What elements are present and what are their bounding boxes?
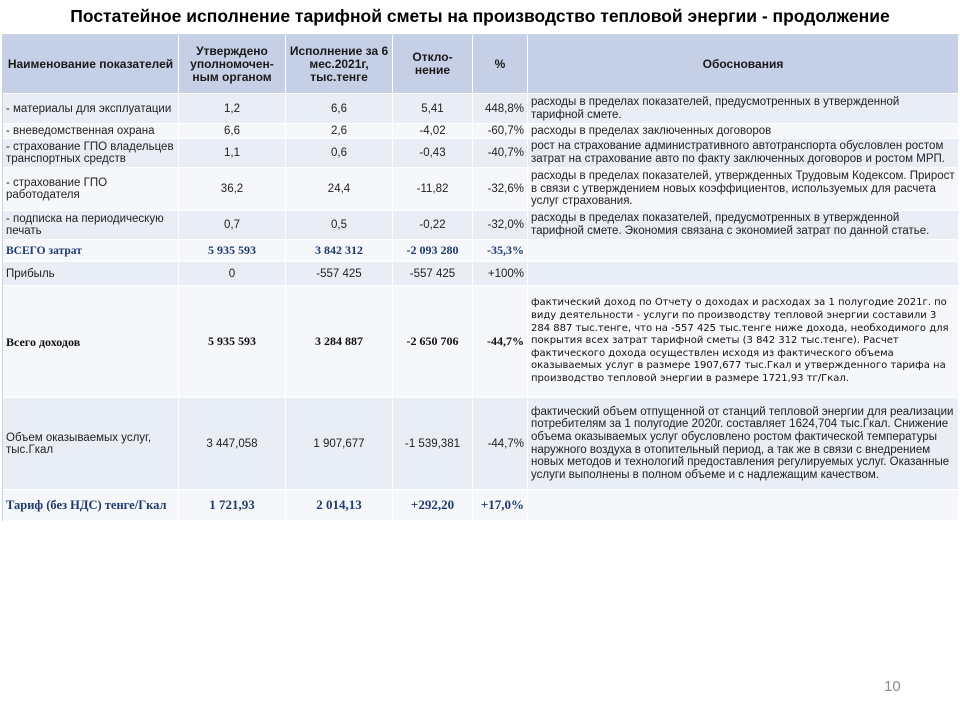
row-deviation: -4,02 [393,124,473,139]
header-approved: Утверждено уполномочен-ным органом [179,35,286,94]
row-actual: 0,6 [286,139,393,168]
row-reason: фактический доход по Отчету о доходах и расходах за 1 полугодие 2021г. по виду деятельности - услуги по производству тепловой энергии составили 3 284 887 тыс.тенге, что на -557 425 тыс.тенге ниже дохода, необходимого для покрытия всех затрат тарифной сметы (3 842 312 тыс.тенге). Расчет фактического дохода осуществлен исходя из фактического объема оказываемых услуг в размере 1907,677 тыс.Гкал и утвержденного тарифа на производство тепловой энергии в размере 1721,93 тг/Гкал. [528,286,959,398]
header-name: Наименование показателей [3,35,179,94]
row-name: ВСЕГО затрат [3,240,179,262]
row-actual: 1 907,677 [286,398,393,490]
row-reason: расходы в пределах показателей, предусмотренных в утвержденной тарифной смете. Экономия связана с экономией затрат по данной статье. [528,211,959,240]
row-reason [528,240,959,262]
header-deviation: Откло-нение [393,35,473,94]
row-actual: -557 425 [286,262,393,286]
table-row [3,124,959,139]
table-row [3,139,959,168]
table-header-row [3,35,959,94]
row-approved: 0 [179,262,286,286]
row-approved: 5 935 593 [179,240,286,262]
row-actual: 24,4 [286,168,393,211]
row-approved: 1,2 [179,94,286,124]
row-percent: 448,8% [473,94,528,124]
row-percent: -44,7% [473,398,528,490]
row-reason: фактический объем отпущенной от станций тепловой энергии для реализации потребителям за 1 полугодие 2020г. составляет 1624,704 тыс.Гкал. Снижение объема оказываемых услуг обусловлено ростом фактической температуры наружного воздуха в отопительный период, а так же в связи с внедрением новых методов и технологий предоставления регулируемых услуг. Оказанные услуги выполнены в полном объеме и с надлежащим качеством. [528,398,959,490]
table-row [3,262,959,286]
page-title: Постатейное исполнение тарифной сметы на производство тепловой энергии - продолжение [70,6,890,26]
row-reason: расходы в пределах показателей, предусмотренных в утвержденной тарифной смете. [528,94,959,124]
page-number: 10 [884,678,901,695]
row-deviation: -2 650 706 [393,286,473,398]
row-deviation: -0,43 [393,139,473,168]
row-percent: -44,7% [473,286,528,398]
row-actual: 2 014,13 [286,490,393,521]
row-actual: 3 284 887 [286,286,393,398]
row-approved: 5 935 593 [179,286,286,398]
row-actual: 2,6 [286,124,393,139]
table-row [3,398,959,490]
row-name: - страхование ГПО работодателя [3,168,179,211]
tariff-execution-table [2,34,959,521]
row-actual: 6,6 [286,94,393,124]
row-reason: рост на страхование административного автотранспорта обусловлен ростом затрат на страхование авто по факту заключенных договоров и ростом МРП. [528,139,959,168]
row-reason: расходы в пределах показателей, утвержденных Трудовым Кодексом. Прирост в связи с утверждением новых коэффициентов, используемых для расчета услуг страхования. [528,168,959,211]
table-row-total-income [3,286,959,398]
row-reason [528,262,959,286]
table-row-total-costs [3,240,959,262]
row-deviation: 5,41 [393,94,473,124]
row-name: Всего доходов [3,286,179,398]
table-row [3,211,959,240]
row-percent: -60,7% [473,124,528,139]
header-actual: Исполнение за 6 мес.2021г, тыс.тенге [286,35,393,94]
table-row [3,168,959,211]
header-percent: % [473,35,528,94]
row-percent: -32,6% [473,168,528,211]
table-row-tariff [3,490,959,521]
row-reason [528,490,959,521]
row-name: - подписка на периодическую печать [3,211,179,240]
row-approved: 36,2 [179,168,286,211]
row-deviation: -2 093 280 [393,240,473,262]
row-deviation: -0,22 [393,211,473,240]
row-approved: 3 447,058 [179,398,286,490]
row-name: - материалы для эксплуатации [3,94,179,124]
row-approved: 1,1 [179,139,286,168]
row-percent: -40,7% [473,139,528,168]
row-percent: -32,0% [473,211,528,240]
header-reason: Обоснования [528,35,959,94]
row-approved: 6,6 [179,124,286,139]
row-name: - вневедомственная охрана [3,124,179,139]
row-percent: +100% [473,262,528,286]
row-deviation: -1 539,381 [393,398,473,490]
row-name: Тариф (без НДС) тенге/Гкал [3,490,179,521]
row-approved: 0,7 [179,211,286,240]
table-row [3,94,959,124]
row-deviation: -557 425 [393,262,473,286]
row-reason: расходы в пределах заключенных договоров [528,124,959,139]
row-deviation: +292,20 [393,490,473,521]
row-name: Объем оказываемых услуг, тыс.Гкал [3,398,179,490]
row-deviation: -11,82 [393,168,473,211]
row-name: - страхование ГПО владельцев транспортных средств [3,139,179,168]
row-actual: 0,5 [286,211,393,240]
row-actual: 3 842 312 [286,240,393,262]
row-percent: +17,0% [473,490,528,521]
row-name: Прибыль [3,262,179,286]
row-approved: 1 721,93 [179,490,286,521]
row-percent: -35,3% [473,240,528,262]
